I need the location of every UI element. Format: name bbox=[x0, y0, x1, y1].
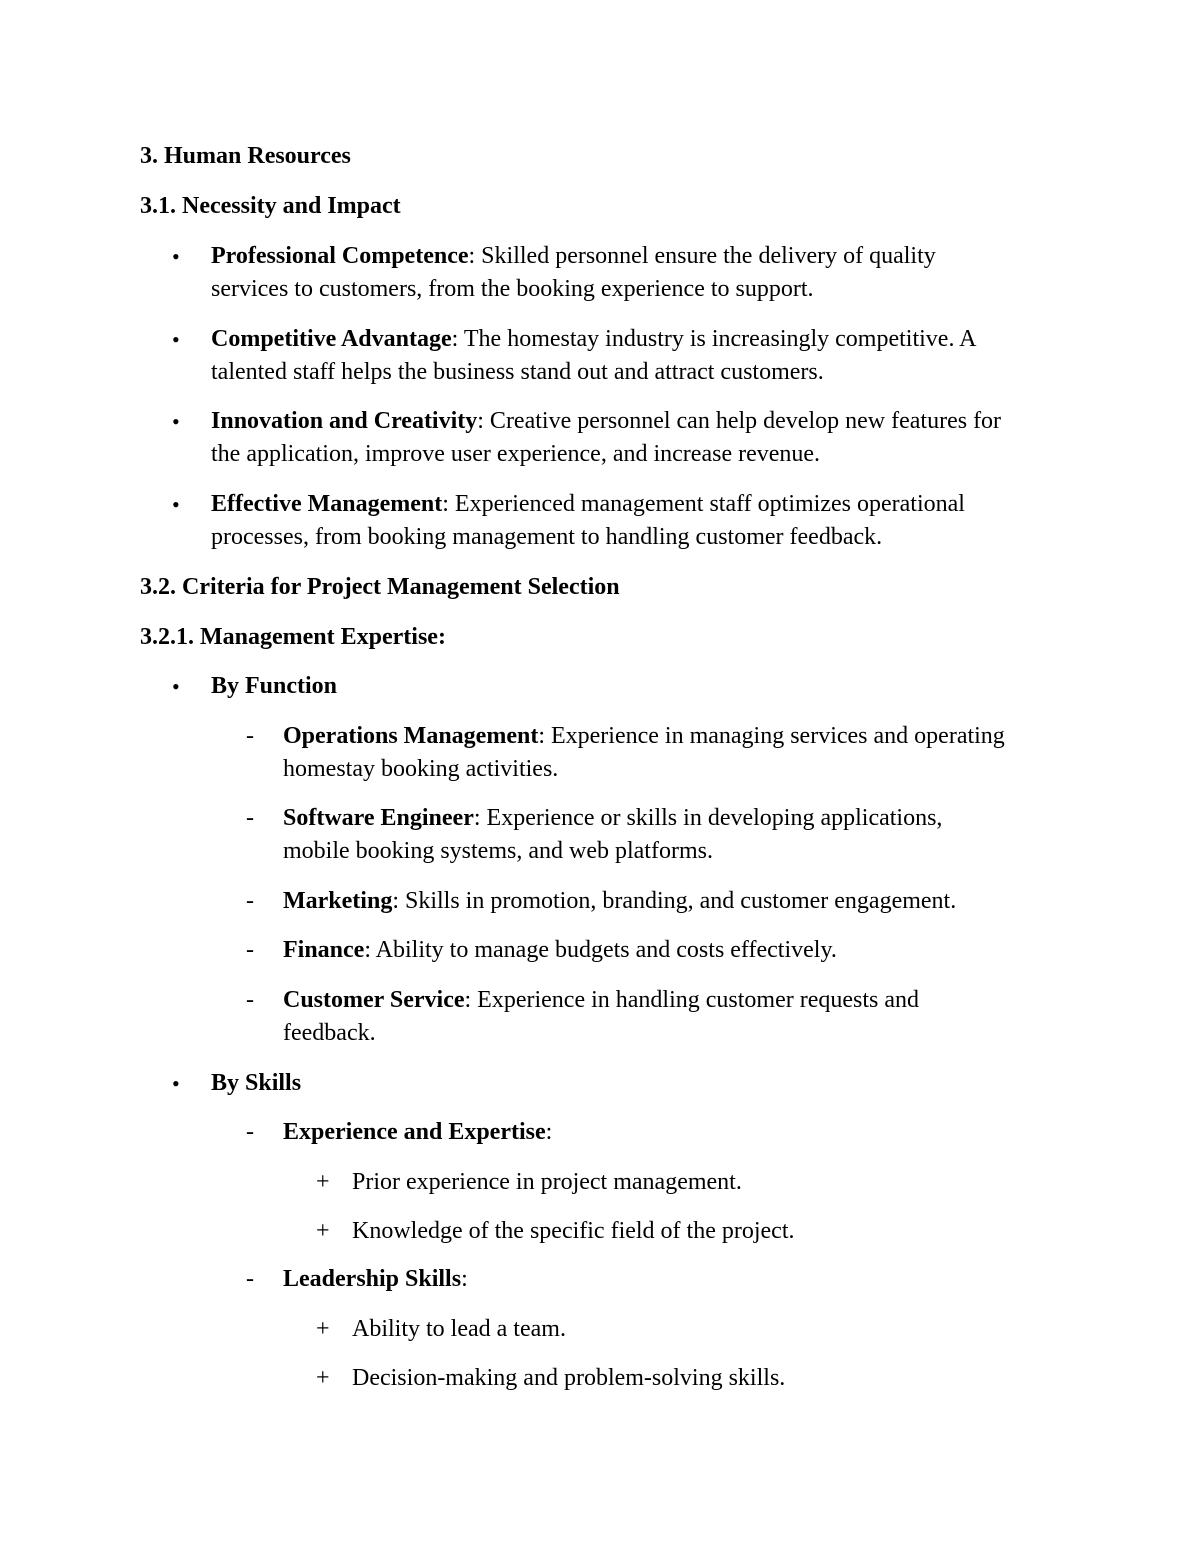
bullet-marker: • bbox=[172, 409, 180, 434]
function-item-text: : Experience in handling customer requests and bbox=[464, 987, 920, 1013]
dash-marker: - bbox=[246, 805, 254, 831]
list-item-line bbox=[211, 488, 965, 521]
skill-point: Prior experience in project management. bbox=[352, 1169, 742, 1195]
function-item-continuation: feedback. bbox=[283, 1020, 376, 1046]
bullet-marker: • bbox=[172, 327, 180, 352]
list-item-text: : Creative personnel can help develop new features for bbox=[477, 408, 1002, 434]
bullet-marker: • bbox=[172, 492, 180, 517]
list-item-line bbox=[211, 405, 1001, 438]
dash-marker: - bbox=[246, 937, 254, 963]
skill-point: Ability to lead a team. bbox=[352, 1316, 566, 1342]
bullet-marker: • bbox=[172, 1071, 180, 1096]
list-item-line bbox=[211, 240, 936, 273]
function-item-text: : Ability to manage budgets and costs effectively. bbox=[364, 937, 837, 963]
list-item-continuation: talented staff helps the business stand out and attract customers. bbox=[211, 359, 824, 385]
function-item-term: Customer Service bbox=[283, 987, 465, 1013]
subsubsection-title-expertise: 3.2.1. Management Expertise: bbox=[140, 624, 446, 650]
dash-marker: - bbox=[246, 1119, 254, 1145]
function-item-continuation: homestay booking activities. bbox=[283, 756, 559, 782]
bullet-marker: • bbox=[172, 244, 180, 269]
subsection-title-necessity: 3.1. Necessity and Impact bbox=[140, 193, 401, 219]
function-item-line bbox=[283, 802, 942, 835]
list-item-term: Competitive Advantage bbox=[211, 326, 452, 352]
function-item-line bbox=[283, 720, 1005, 753]
function-item-term: Software Engineer bbox=[283, 805, 474, 831]
dash-marker: - bbox=[246, 888, 254, 914]
function-item-term: Operations Management bbox=[283, 723, 539, 749]
function-item-line bbox=[283, 885, 956, 918]
list-item-text: : The homestay industry is increasingly competitive. A bbox=[451, 326, 977, 352]
section-title: 3. Human Resources bbox=[140, 143, 351, 169]
dash-marker: - bbox=[246, 1266, 254, 1292]
function-item-continuation: mobile booking systems, and web platforms. bbox=[283, 838, 713, 864]
skill-group-line bbox=[283, 1116, 552, 1149]
skill-group-suffix: : bbox=[461, 1266, 468, 1292]
list-item-line bbox=[211, 323, 976, 356]
function-item-text: : Skills in promotion, branding, and customer engagement. bbox=[392, 888, 957, 914]
by-function-label: By Function bbox=[211, 673, 338, 699]
list-item-continuation: services to customers, from the booking experience to support. bbox=[211, 276, 814, 302]
function-item-text: : Experience in managing services and operating bbox=[538, 723, 1005, 749]
list-item-continuation: processes, from booking management to handling customer feedback. bbox=[211, 524, 883, 550]
list-item-term: Professional Competence bbox=[211, 243, 469, 269]
skill-group-suffix: : bbox=[545, 1119, 553, 1145]
list-item-text: : Experienced management staff optimizes operational bbox=[442, 491, 965, 517]
skill-point: Knowledge of the specific field of the project. bbox=[352, 1218, 795, 1244]
dash-marker: - bbox=[246, 723, 254, 749]
plus-marker: + bbox=[316, 1218, 330, 1244]
subsection-title-criteria: 3.2. Criteria for Project Management Selection bbox=[140, 574, 620, 600]
list-item-term: Effective Management bbox=[211, 491, 443, 517]
function-item-text: : Experience or skills in developing applications, bbox=[473, 805, 943, 831]
skill-point: Decision-making and problem-solving skills. bbox=[352, 1365, 786, 1391]
bullet-marker: • bbox=[172, 674, 180, 699]
plus-marker: + bbox=[316, 1365, 330, 1391]
function-item-term: Marketing bbox=[283, 888, 393, 914]
by-skills-label: By Skills bbox=[211, 1070, 302, 1096]
plus-marker: + bbox=[316, 1169, 330, 1195]
skill-group-line bbox=[283, 1263, 468, 1296]
skill-group-term: Experience and Expertise bbox=[283, 1119, 546, 1145]
skill-group-term: Leadership Skills bbox=[283, 1266, 462, 1292]
function-item-line bbox=[283, 984, 919, 1017]
function-item-line bbox=[283, 934, 837, 967]
list-item-text: : Skilled personnel ensure the delivery of quality bbox=[468, 243, 936, 269]
list-item-continuation: the application, improve user experience, and increase revenue. bbox=[211, 441, 821, 467]
function-item-term: Finance bbox=[283, 937, 365, 963]
plus-marker: + bbox=[316, 1316, 330, 1342]
dash-marker: - bbox=[246, 987, 254, 1013]
list-item-term: Innovation and Creativity bbox=[211, 408, 478, 434]
